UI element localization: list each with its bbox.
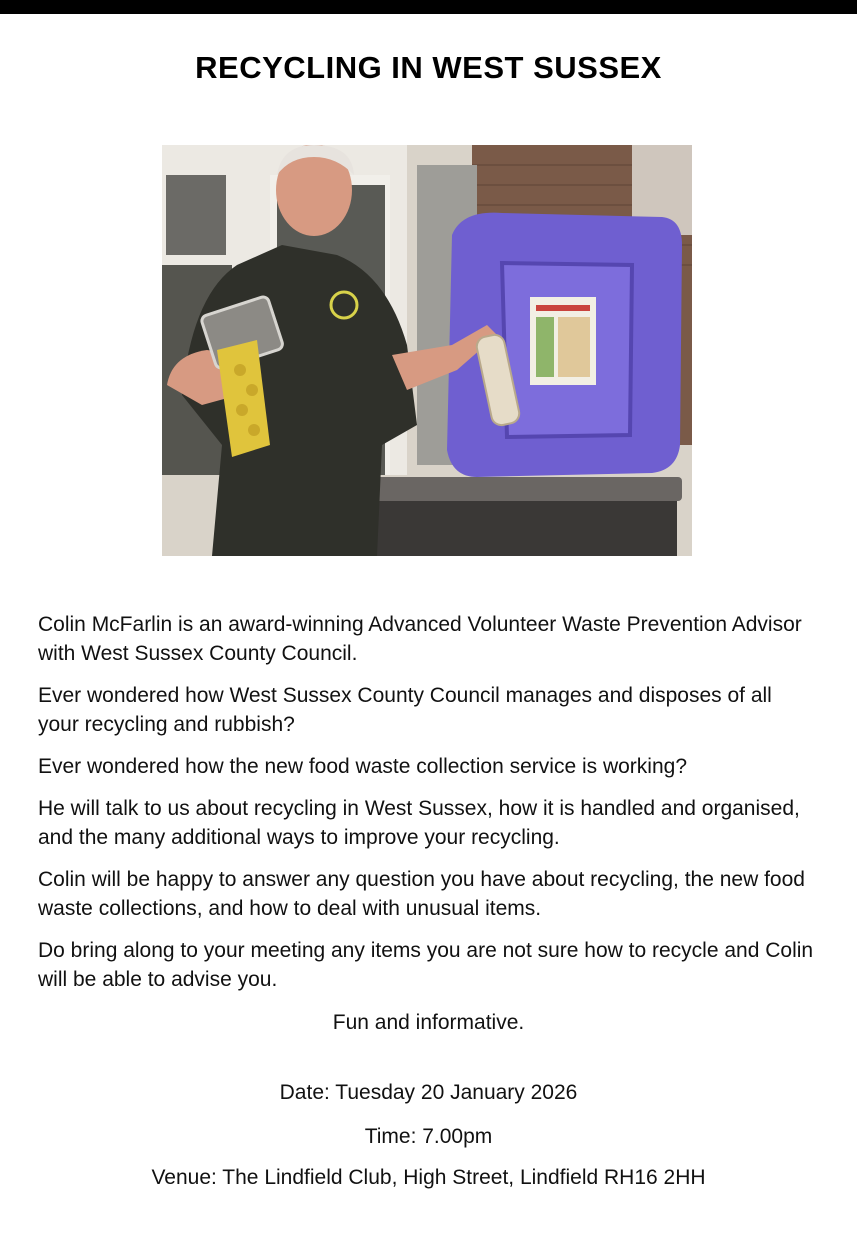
tagline: Fun and informative. xyxy=(332,1011,525,1034)
paragraph-food-waste-question: Ever wondered how the new food waste collection service is working? xyxy=(38,755,688,778)
recycling-photo xyxy=(162,145,692,556)
paragraph-talk-topic: He will talk to us about recycling in West Sussex, how it is handled and organised, and the many additional ways to improve your recycling. xyxy=(38,797,800,849)
paragraph-disposal-question: Ever wondered how West Sussex County Council manages and disposes of all your recycling and rubbish? xyxy=(38,684,772,736)
event-date: Date: Tuesday 20 January 2026 xyxy=(279,1081,578,1104)
paragraph-questions: Colin will be happy to answer any question you have about recycling, the new food waste collections, and how to deal with unusual items. xyxy=(38,868,805,920)
paragraph-bring-items: Do bring along to your meeting any items you are not sure how to recycle and Colin will be able to advise you. xyxy=(38,939,814,991)
event-time: Time: 7.00pm xyxy=(364,1125,493,1148)
description-text xyxy=(38,610,818,1007)
event-venue: Venue: The Lindfield Club, High Street, Lindfield RH16 2HH xyxy=(151,1166,706,1189)
paragraph-intro: Colin McFarlin is an award-winning Advanced Volunteer Waste Prevention Advisor with West Sussex County Council. xyxy=(38,613,802,665)
top-border-bar xyxy=(0,0,857,14)
page-title: RECYCLING IN WEST SUSSEX xyxy=(195,50,662,85)
